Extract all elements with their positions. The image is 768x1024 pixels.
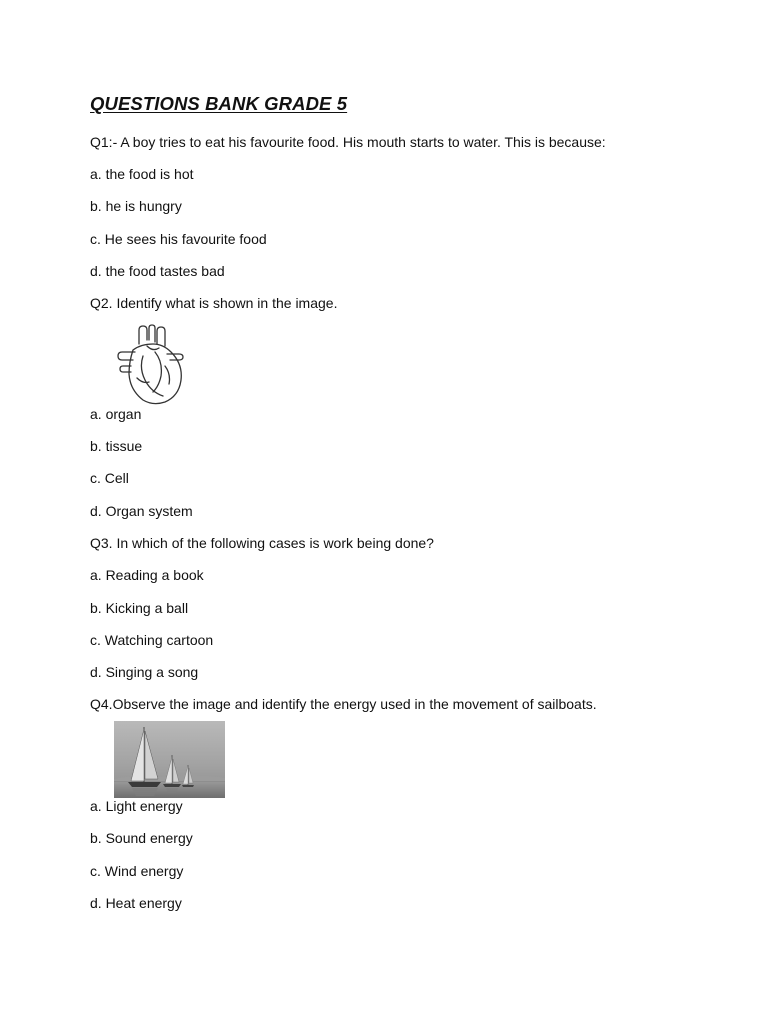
question-2-option-c: c. Cell <box>90 470 129 486</box>
question-4-option-b: b. Sound energy <box>90 830 193 846</box>
question-2-prompt: Q2. Identify what is shown in the image. <box>90 295 338 311</box>
question-3-option-b: b. Kicking a ball <box>90 600 189 616</box>
question-4-prompt: Q4.Observe the image and identify the energy used in the movement of sailboats. <box>90 696 597 712</box>
question-1-option-c: c. He sees his favourite food <box>90 231 267 247</box>
heart-drawing-image <box>113 322 189 406</box>
sailboats-photo-image <box>114 721 225 798</box>
question-3-option-a: a. Reading a book <box>90 567 204 583</box>
question-1-option-a: a. the food is hot <box>90 166 194 182</box>
question-3-option-d: d. Singing a song <box>90 664 199 680</box>
question-2-option-a: a. organ <box>90 406 142 422</box>
question-1-option-d: d. the food tastes bad <box>90 263 225 279</box>
question-2-option-b: b. tissue <box>90 438 143 454</box>
question-4-option-c: c. Wind energy <box>90 863 184 879</box>
question-4-option-a: a. Light energy <box>90 798 183 814</box>
question-3-prompt: Q3. In which of the following cases is work being done? <box>90 535 434 551</box>
question-4-option-d: d. Heat energy <box>90 895 182 911</box>
question-3-option-c: c. Watching cartoon <box>90 632 214 648</box>
page-title: QUESTIONS BANK GRADE 5 <box>90 93 348 114</box>
question-1-option-b: b. he is hungry <box>90 198 182 214</box>
question-2-option-d: d. Organ system <box>90 503 193 519</box>
question-1-prompt: Q1:- A boy tries to eat his favourite food. His mouth starts to water. This is because: <box>90 134 606 150</box>
